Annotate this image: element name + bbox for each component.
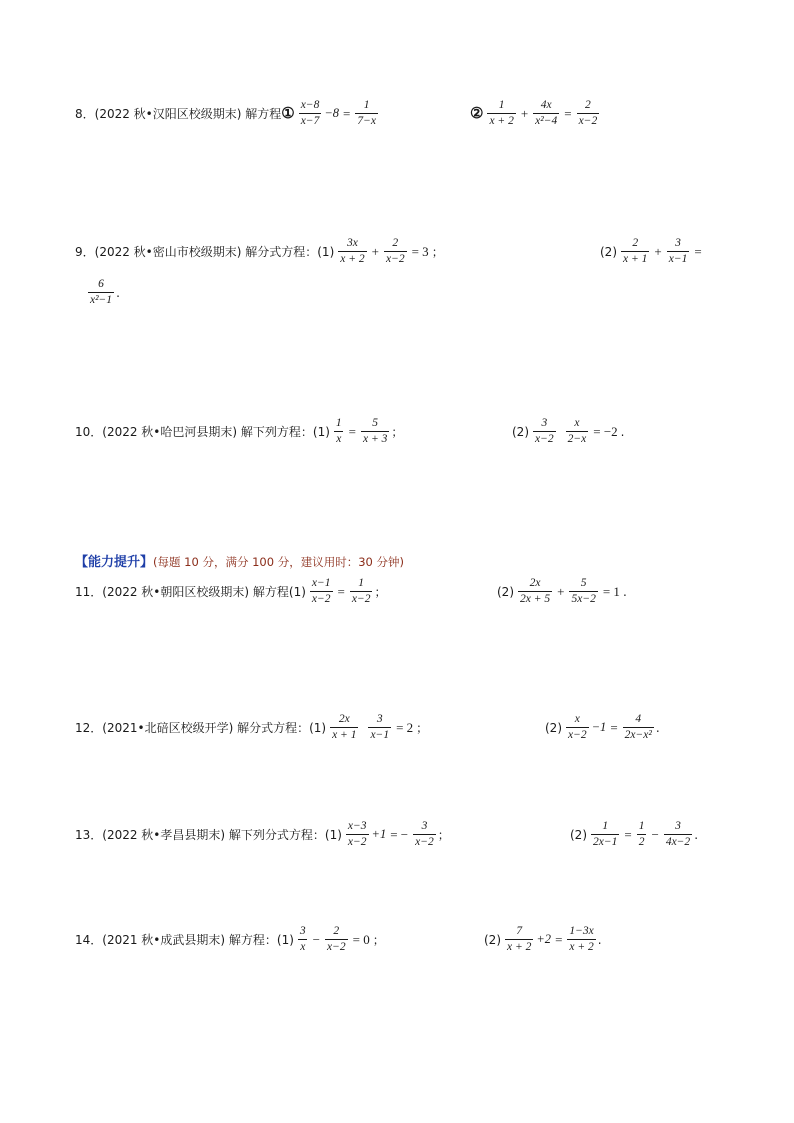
terminator: ； [391, 425, 404, 439]
fraction: $\frac{1-3x}{x + 2}$ [569, 925, 594, 953]
problem-9-prefix: 9．(2022 秋•密山市校级期末) 解分式方程： [75, 245, 318, 259]
fraction: $\frac{7}{x + 2}$ [507, 925, 532, 953]
fraction: $\frac{3}{x-1}$ [370, 713, 390, 741]
fraction: $\frac{2}{x + 1}$ [623, 237, 648, 265]
terminator: ； [416, 721, 429, 735]
problem-12-part2 [545, 713, 660, 742]
term: +1 [371, 827, 387, 841]
fraction: $\frac{3}{x-1}$ [668, 237, 688, 265]
term: +2 [536, 932, 552, 946]
problem-10-part1 [75, 417, 403, 446]
fraction: $\frac{3x}{x + 2}$ [340, 237, 365, 265]
part-2-label: (2) [570, 827, 587, 842]
terminator: . [597, 932, 602, 947]
fraction: $\frac{1}{7-x}$ [357, 99, 376, 127]
fraction: $\frac{x-8}{x-7}$ [300, 99, 320, 127]
terminator: ； [372, 933, 385, 947]
fraction: $\frac{2x}{2x + 5}$ [520, 577, 551, 605]
problem-13-part2 [570, 820, 698, 849]
plus-sign: + [371, 243, 379, 259]
fraction: $\frac{2}{x-2}$ [385, 237, 405, 265]
terminator: . [116, 285, 120, 300]
fraction: $\frac{3}{4x-2}$ [665, 820, 691, 848]
problem-12-part1 [75, 713, 428, 742]
section-heading [75, 551, 404, 570]
problem-8-part2 [470, 99, 601, 128]
part-1-label: (1) [317, 244, 335, 259]
fraction: $\frac{2}{x-2}$ [578, 99, 598, 127]
fraction: $\frac{3}{x}$ [299, 925, 306, 953]
equals-sign: = [624, 826, 632, 842]
fraction: $\frac{4}{\text{2x−x²}}$ [624, 713, 652, 741]
terminator: ； [431, 245, 444, 259]
fraction: $\frac{5}{x + 3}$ [362, 417, 388, 445]
equals-sign: = [564, 105, 572, 121]
fraction: $\frac{1}{2}$ [638, 820, 645, 848]
part-1-label: (1) [288, 584, 306, 599]
fraction: $\frac{x}{x-2}$ [568, 713, 587, 741]
fraction: $\frac{1}{x + 2}$ [489, 99, 514, 127]
fraction: $\frac{2x}{x + 1}$ [332, 713, 357, 741]
equals-sign: = − [390, 826, 409, 842]
part-1-label: ① [281, 106, 295, 122]
fraction: $\frac{x}{2-x}$ [567, 417, 587, 445]
terminator: . [622, 584, 627, 599]
problem-8-part1 [75, 99, 380, 128]
fraction: $\frac{1}{2x-1}$ [593, 820, 618, 848]
part-2-label: ② [470, 106, 484, 122]
part-1-label: (1) [276, 932, 294, 947]
equals-sign: = [555, 931, 563, 947]
problem-10-part2 [512, 417, 625, 446]
section-title: 【能力提升】 [75, 555, 154, 570]
problem-14-prefix: 14．(2021 秋•成武县期末) 解方程： [75, 933, 277, 947]
part-2-label: (2) [545, 720, 562, 735]
problem-9-part1 [75, 237, 444, 266]
problem-14-part1 [75, 925, 385, 954]
equals-sign: = [610, 719, 618, 735]
part-1-label: (1) [312, 424, 330, 439]
part-2-label: (2) [497, 584, 514, 599]
part-1-label: (1) [324, 827, 342, 842]
minus-sign: − [312, 931, 320, 947]
problem-9-part2 [600, 237, 705, 266]
equals-sign: = [337, 583, 345, 599]
term: −8 [324, 106, 340, 120]
term: −1 [591, 720, 607, 734]
problem-9-part2-continued [86, 278, 120, 307]
part-2-label: (2) [512, 424, 529, 439]
equals-sign: = [694, 243, 702, 259]
fraction: $\frac{3}{x-2}$ [415, 820, 434, 848]
fraction: $\frac{4x}{\text{x²−4}}$ [535, 99, 558, 127]
fraction: $\frac{1}{x-2}$ [351, 577, 371, 605]
part-2-label: (2) [484, 932, 501, 947]
equals-sign: = [343, 105, 351, 121]
plus-sign: + [520, 105, 529, 121]
fraction: $\frac{x-1}{x-2}$ [311, 577, 331, 605]
problem-13-prefix: 13．(2022 秋•孝昌县期末) 解下列分式方程： [75, 828, 325, 842]
equals-sign: = 2 [396, 719, 414, 735]
minus-sign: − [651, 826, 659, 842]
equals-sign: = [348, 423, 356, 439]
fraction: $\frac{1}{x}$ [335, 417, 342, 445]
terminator: ； [374, 585, 387, 599]
problem-13-part1 [75, 820, 450, 849]
section-note: (每题 10 分，满分 100 分，建议用时：30 分钟) [153, 555, 404, 569]
fraction: $\frac{2}{x-2}$ [326, 925, 346, 953]
terminator: . [655, 720, 660, 735]
equals-sign: = 0 [352, 931, 370, 947]
problem-8-prefix: 8．(2022 秋•汉阳区校级期末) 解方程 [75, 107, 282, 121]
problem-10-prefix: 10．(2022 秋•哈巴河县期末) 解下列方程： [75, 425, 313, 439]
fraction: $\frac{x-3}{x-2}$ [347, 820, 367, 848]
fraction: $\frac{5}{5x-2}$ [571, 577, 596, 605]
equals-sign: = 1 [602, 583, 620, 599]
fraction: $\frac{3}{x-2}$ [535, 417, 554, 445]
terminator: . [620, 424, 625, 439]
problem-14-part2 [484, 925, 602, 954]
plus-sign: + [654, 243, 662, 259]
terminator: ； [437, 828, 450, 842]
problem-11-prefix: 11．(2022 秋•朝阳区校级期末) 解方程 [75, 585, 289, 599]
part-1-label: (1) [309, 720, 327, 735]
equals-sign: = −2 [593, 423, 618, 439]
part-2-label: (2) [600, 244, 617, 259]
plus-sign: + [557, 583, 565, 599]
problem-11-part2 [497, 577, 627, 606]
problem-12-prefix: 12．(2021•北碚区校级开学) 解分式方程： [75, 721, 310, 735]
terminator: . [694, 827, 699, 842]
equals-sign: = 3 [411, 243, 429, 259]
fraction: $\frac{6}{\text{x²−1}}$ [90, 278, 113, 306]
problem-11-part1 [75, 577, 387, 606]
